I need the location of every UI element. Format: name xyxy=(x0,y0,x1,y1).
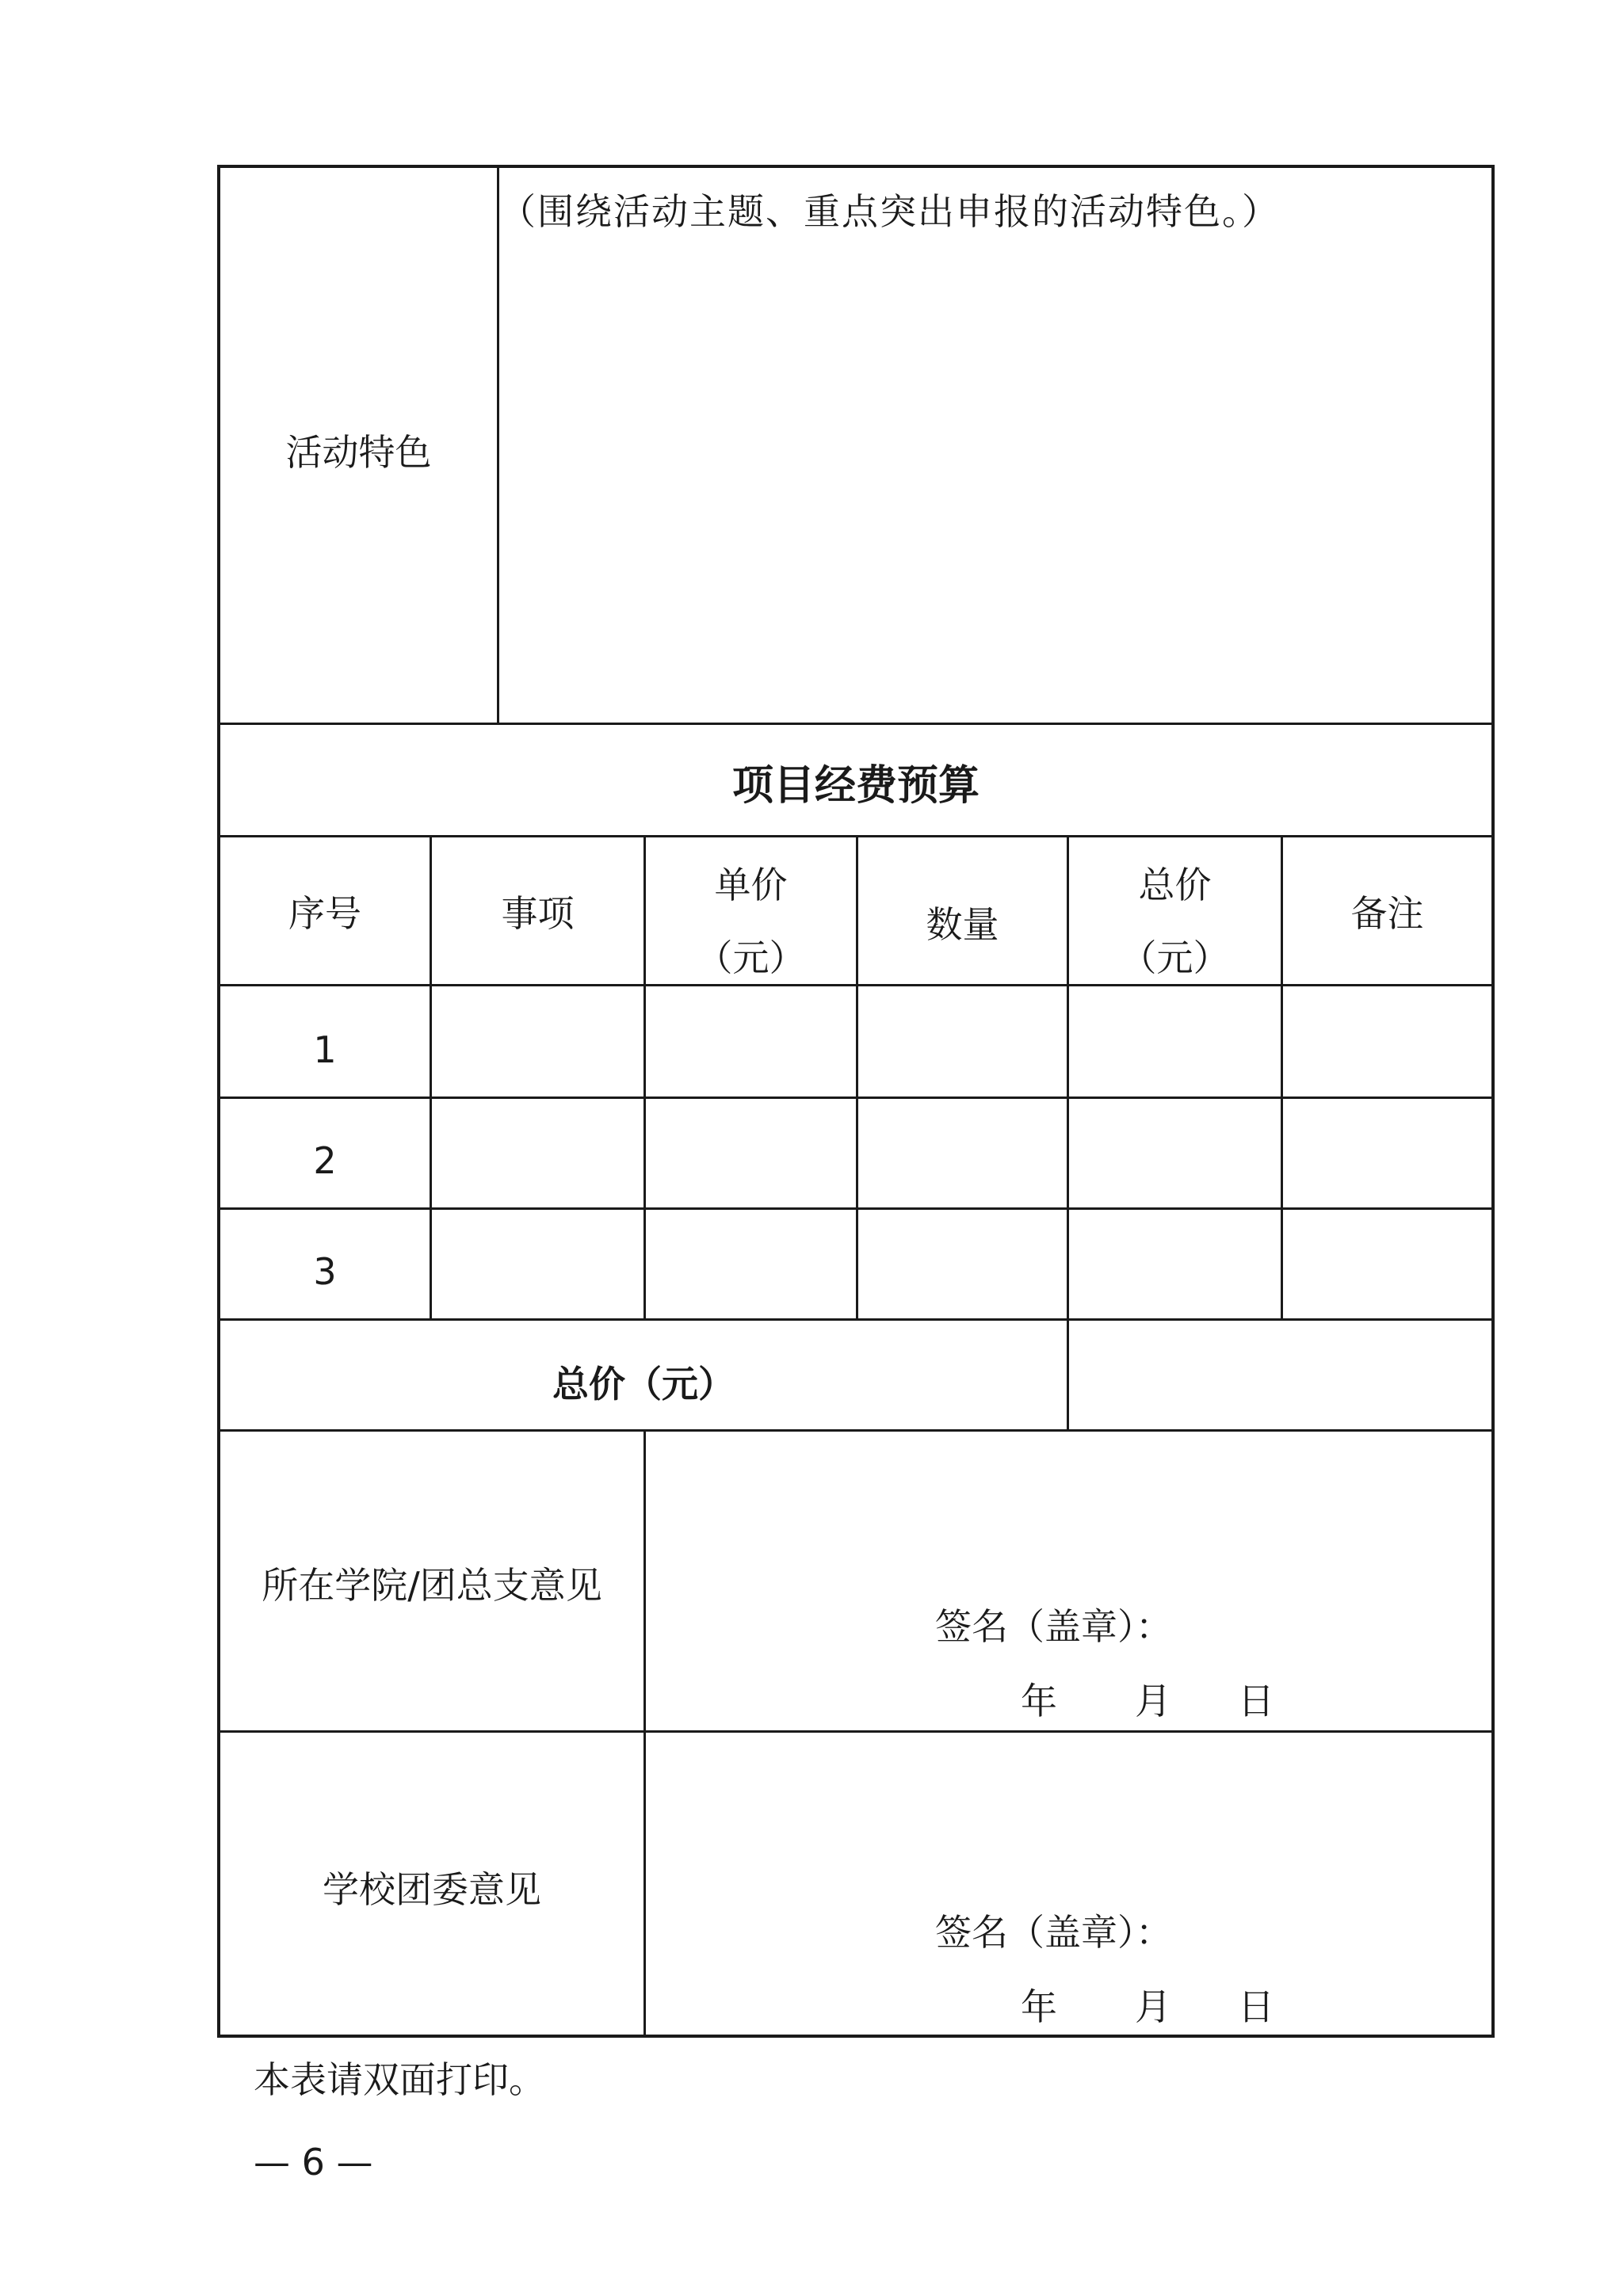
college-date-year: 年 xyxy=(1021,1680,1057,1722)
budget-cell-quantity[interactable] xyxy=(858,986,1067,1097)
budget-cell-remark[interactable] xyxy=(1283,1099,1491,1207)
school-opinion-label: 学校团委意见 xyxy=(323,1868,541,1911)
budget-cell-remark[interactable] xyxy=(1283,1210,1491,1318)
budget-cell-item[interactable] xyxy=(432,1099,643,1207)
header-remark: 备注 xyxy=(1350,892,1424,935)
college-date-day: 日 xyxy=(1238,1680,1274,1722)
header-unit-price: 单价 xyxy=(714,864,788,906)
total-price-label: 总价（元） xyxy=(552,1363,735,1405)
total-price-value-cell[interactable] xyxy=(1069,1321,1491,1429)
activity-feature-label: 活动特色 xyxy=(285,431,432,474)
budget-title: 项目经费预算 xyxy=(731,762,980,810)
budget-cell-unit-price[interactable] xyxy=(646,1099,856,1207)
row-seq: 1 xyxy=(313,1028,337,1071)
college-opinion-label: 所在学院/团总支意见 xyxy=(262,1564,602,1607)
budget-cell-quantity[interactable] xyxy=(858,1099,1067,1207)
budget-cell-total-price[interactable] xyxy=(1069,1210,1281,1318)
college-opinion-input-area[interactable] xyxy=(646,1432,1491,1590)
activity-feature-hint: （围绕活动主题、重点突出申报的活动特色。） xyxy=(499,190,1280,233)
header-total-price-unit: （元） xyxy=(1120,936,1230,979)
table-border-top xyxy=(217,165,1495,168)
header-quantity: 数量 xyxy=(926,903,999,946)
college-date-month: 月 xyxy=(1135,1680,1171,1722)
school-signature-label: 签名（盖章）： xyxy=(935,1911,1172,1954)
table-border-bottom xyxy=(217,2035,1495,2038)
college-signature-label: 签名（盖章）： xyxy=(935,1605,1172,1648)
budget-cell-item[interactable] xyxy=(432,986,643,1097)
table-border-right xyxy=(1491,165,1495,2038)
budget-cell-total-price[interactable] xyxy=(1069,986,1281,1097)
budget-cell-unit-price[interactable] xyxy=(646,986,856,1097)
page-number: — 6 — xyxy=(254,2141,373,2183)
school-opinion-input-area[interactable] xyxy=(646,1733,1491,1891)
budget-cell-unit-price[interactable] xyxy=(646,1210,856,1318)
row-seq: 3 xyxy=(313,1250,337,1293)
row-divider xyxy=(217,723,1495,725)
activity-feature-input-area[interactable] xyxy=(499,254,1491,721)
print-note: 本表请双面打印。 xyxy=(254,2058,545,2101)
header-total-price: 总价 xyxy=(1138,864,1212,906)
header-seq: 序号 xyxy=(288,892,361,935)
budget-cell-remark[interactable] xyxy=(1283,986,1491,1097)
budget-cell-item[interactable] xyxy=(432,1210,643,1318)
header-unit-price-unit: （元） xyxy=(696,936,806,979)
row-seq: 2 xyxy=(313,1139,337,1182)
budget-cell-total-price[interactable] xyxy=(1069,1099,1281,1207)
school-date-month: 月 xyxy=(1135,1985,1171,2028)
header-item: 事项 xyxy=(501,892,575,935)
school-date-year: 年 xyxy=(1021,1985,1057,2028)
school-date-day: 日 xyxy=(1238,1985,1274,2028)
budget-cell-quantity[interactable] xyxy=(858,1210,1067,1318)
